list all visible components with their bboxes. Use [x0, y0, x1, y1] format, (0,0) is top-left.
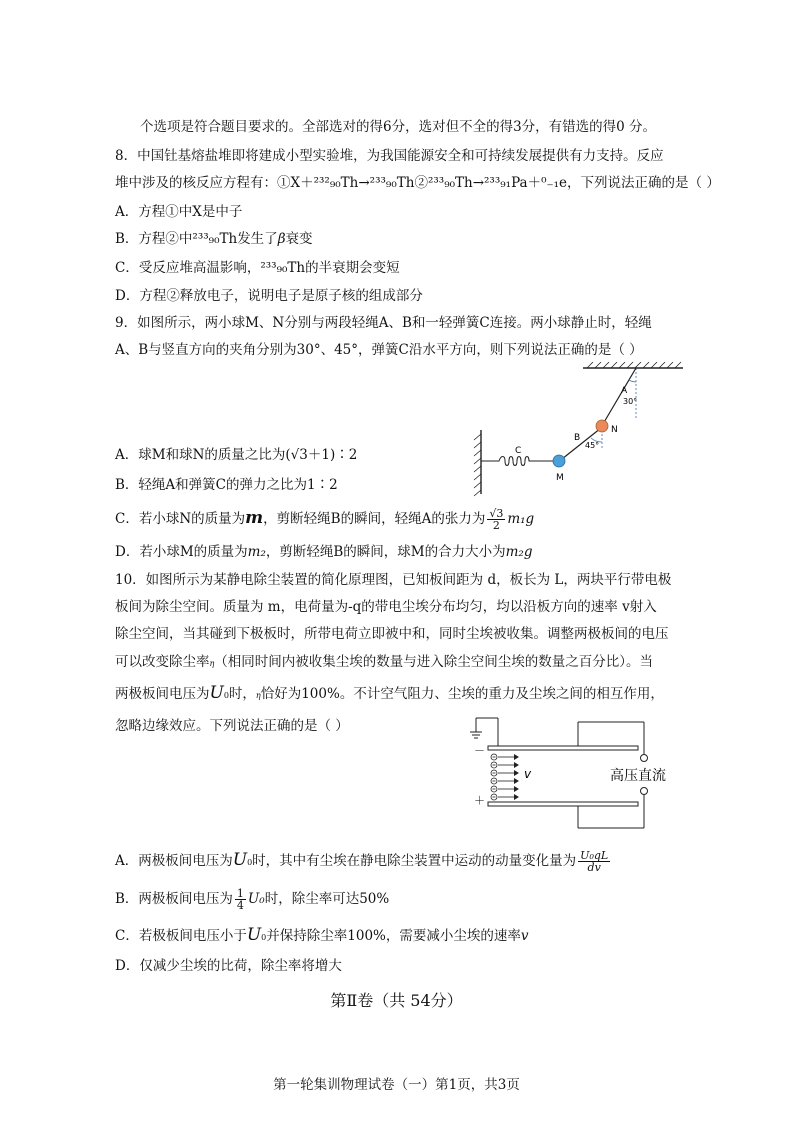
- q10-fig-source-label: 高压直流: [610, 768, 666, 784]
- q8-option-b-text2: 发生了: [237, 231, 278, 247]
- q10-stem-line6: 忽略边缘效应。下列说法正确的是（ ）: [115, 718, 349, 734]
- q9-stem-line2: A、B与竖直方向的夹角分别为30°、45°，弹簧C沿水平方向，则下列说法正确的是（ ）: [115, 342, 643, 358]
- q10-option-c-text1: C．若极板间电压小于: [115, 928, 247, 944]
- q10-option-a: [115, 850, 612, 873]
- q8-option-c-text2: 的半衰期会变短: [305, 260, 400, 276]
- q9-figure: [455, 360, 690, 500]
- q8-option-c-text1: C．受反应堆高温影响，: [115, 260, 261, 276]
- q9-option-a-text: A．球M和球N的质量之比为: [115, 447, 286, 463]
- q8-option-b: [115, 229, 313, 249]
- q10-stem-line2: 板间为除尘空间。质量为 m，电荷量为-q的带电尘埃分布均匀，均以沿板方向的速率 v射入: [115, 599, 657, 615]
- q9-option-c-tail: m₁g: [507, 511, 535, 527]
- q10-stem-line5: [115, 683, 664, 706]
- q8-option-c-nuclide: ²³³₉₀Th: [260, 260, 306, 276]
- q9-fig-label-n: N: [611, 425, 618, 435]
- q9-fig-angle-45: 45°: [585, 441, 600, 450]
- q9-fig-label-c: C: [515, 446, 522, 456]
- q9-option-d-tail: m₂g: [505, 544, 533, 560]
- section-title: 第Ⅱ卷（共 54分）: [330, 991, 463, 1010]
- q8-option-b-nuclide: ²³³₉₀Th: [192, 231, 238, 247]
- q10-option-a-numerator: U₀qL: [580, 849, 609, 862]
- q10-option-c-u: U: [246, 925, 262, 945]
- q10-line4-text-a: 可以改变除尘率: [115, 654, 210, 670]
- q10-option-d: D．仅减少尘埃的比荷，除尘率将增大: [115, 958, 342, 974]
- q8-stem-line1: 8．中国钍基熔盐堆即将建成小型实验堆，为我国能源安全和可持续发展提供有力支持。反应: [115, 148, 664, 164]
- q10-stem-line3: 除尘空间，当其碰到下极板时，所带电荷立即被中和，同时尘埃被收集。调整两极板间的电压: [115, 626, 669, 642]
- q10-option-c-u-sub: 0: [261, 933, 267, 942]
- q10-option-b-u: U₀: [247, 891, 265, 907]
- q9-stem-line1: 9．如图所示，两小球M、N分别与两段轻绳A、B和一轻弹簧C连接。两小球静止时，轻绳: [115, 315, 652, 331]
- q9-option-d: [115, 542, 532, 562]
- q8-option-b-beta: β: [277, 231, 286, 247]
- q8-option-d: D．方程②释放电子，说明电子是原子核的组成部分: [115, 288, 423, 304]
- q10-option-b: [115, 888, 389, 911]
- q10-line5-text-b: 时，: [228, 686, 256, 702]
- q8-stem-text-b: ②: [414, 175, 428, 191]
- q8-option-c: [115, 258, 400, 278]
- q9-option-c-fraction: [487, 508, 505, 531]
- q10-line5-text-a: 两极板间电压为: [115, 686, 210, 702]
- q10-option-b-text1: B．两极板间电压为: [115, 891, 233, 907]
- page-footer: 第一轮集训物理试卷（一）第1页，共3页: [273, 1077, 520, 1093]
- q8-stem-line2: [115, 173, 720, 193]
- q9-fig-label-b: B: [574, 433, 581, 443]
- q9-option-c: [115, 508, 534, 531]
- q9-option-d-text1: D．若小球M的质量为: [115, 544, 248, 560]
- q10-stem-line1: 10．如图所示为某静电除尘装置的简化原理图，已知板间距为 d，板长为 L，两块平行带电极: [115, 572, 672, 588]
- q8-equation-2: ²³³₉₀Th→²³³₉₁Pa＋⁰₋₁e: [427, 175, 568, 191]
- q10-option-b-numerator: 1: [236, 887, 244, 900]
- q9-option-c-text1: C．若小球N的质量为: [115, 511, 246, 527]
- q10-line4-text-b: （相同时间内被收集尘埃的数量与进入除尘空间尘埃的数量之百分比）。当: [214, 654, 654, 670]
- q10-fig-plus: ＋: [474, 794, 485, 807]
- q10-fig-v: v: [524, 767, 532, 781]
- q8-option-b-text1: B．方程②中: [115, 231, 193, 247]
- q10-line5-u-sub: 0: [223, 691, 229, 700]
- q9-option-c-text2: ，剪断轻绳B的瞬间，轻绳A的张力为: [263, 511, 486, 527]
- q10-fig-minus: －: [474, 744, 485, 757]
- q10-option-a-denominator: dv: [587, 861, 601, 874]
- q8-option-a: A．方程①中X是中子: [115, 204, 243, 220]
- q10-option-a-text1: A．两极板间电压为: [115, 853, 233, 869]
- q8-stem-text-a: 堆中涉及的核反应方程有：①: [115, 175, 291, 191]
- q8-option-b-text3: 衰变: [285, 231, 313, 247]
- q9-option-c-denominator: 2: [492, 519, 500, 532]
- q9-option-d-mass: m₂: [247, 544, 266, 560]
- q10-line5-eta: η: [255, 691, 261, 700]
- q10-line5-u: U: [209, 683, 224, 703]
- q9-option-b: B．轻绳A和弹簧C的弹力之比为1∶2: [115, 477, 338, 493]
- q8-stem-text-c: ，下列说法正确的是（ ）: [567, 175, 720, 191]
- q9-fig-label-a: A: [621, 386, 628, 396]
- q8-equation-1: X＋²³²₉₀Th→²³³₉₀Th: [290, 175, 415, 191]
- q9-option-a-ratio: (√3＋1)∶2: [285, 447, 358, 463]
- q10-option-a-u-sub: 0: [247, 858, 253, 867]
- q10-option-b-fraction: [235, 888, 246, 911]
- q10-figure: [468, 708, 698, 833]
- intro-text: 个选项是符合题目要求的。全部选对的得6分，选对但不全的得3分，有错选的得0 分。: [140, 119, 657, 135]
- q10-option-b-denominator: 4: [236, 899, 244, 912]
- q9-option-c-mass: m: [245, 508, 264, 528]
- q9-option-c-numerator: √3: [489, 507, 504, 520]
- q10-option-a-u: U: [232, 850, 248, 870]
- q10-stem-line4: [115, 652, 653, 674]
- q10-option-a-text2: 时，其中有尘埃在静电除尘装置中运动的动量变化量为: [252, 853, 577, 869]
- q9-fig-label-m: M: [556, 473, 564, 483]
- q10-line4-eta: η: [209, 659, 215, 668]
- q10-option-c-v: v: [520, 928, 529, 944]
- q10-option-a-fraction: [578, 850, 610, 873]
- q10-option-c: [115, 925, 529, 948]
- q9-fig-angle-30: 30°: [623, 397, 638, 406]
- q10-line5-text-c: 恰好为100%。不计空气阻力、尘埃的重力及尘埃之间的相互作用，: [260, 686, 664, 702]
- q10-option-b-text2: 时，除尘率可达50%: [264, 891, 390, 907]
- q10-option-c-text2: 并保持除尘率100%，需要减小尘埃的速率: [266, 928, 521, 944]
- q9-option-a: [115, 445, 357, 465]
- q9-option-d-text2: ，剪断轻绳B的瞬间，球M的合力大小为: [265, 544, 506, 560]
